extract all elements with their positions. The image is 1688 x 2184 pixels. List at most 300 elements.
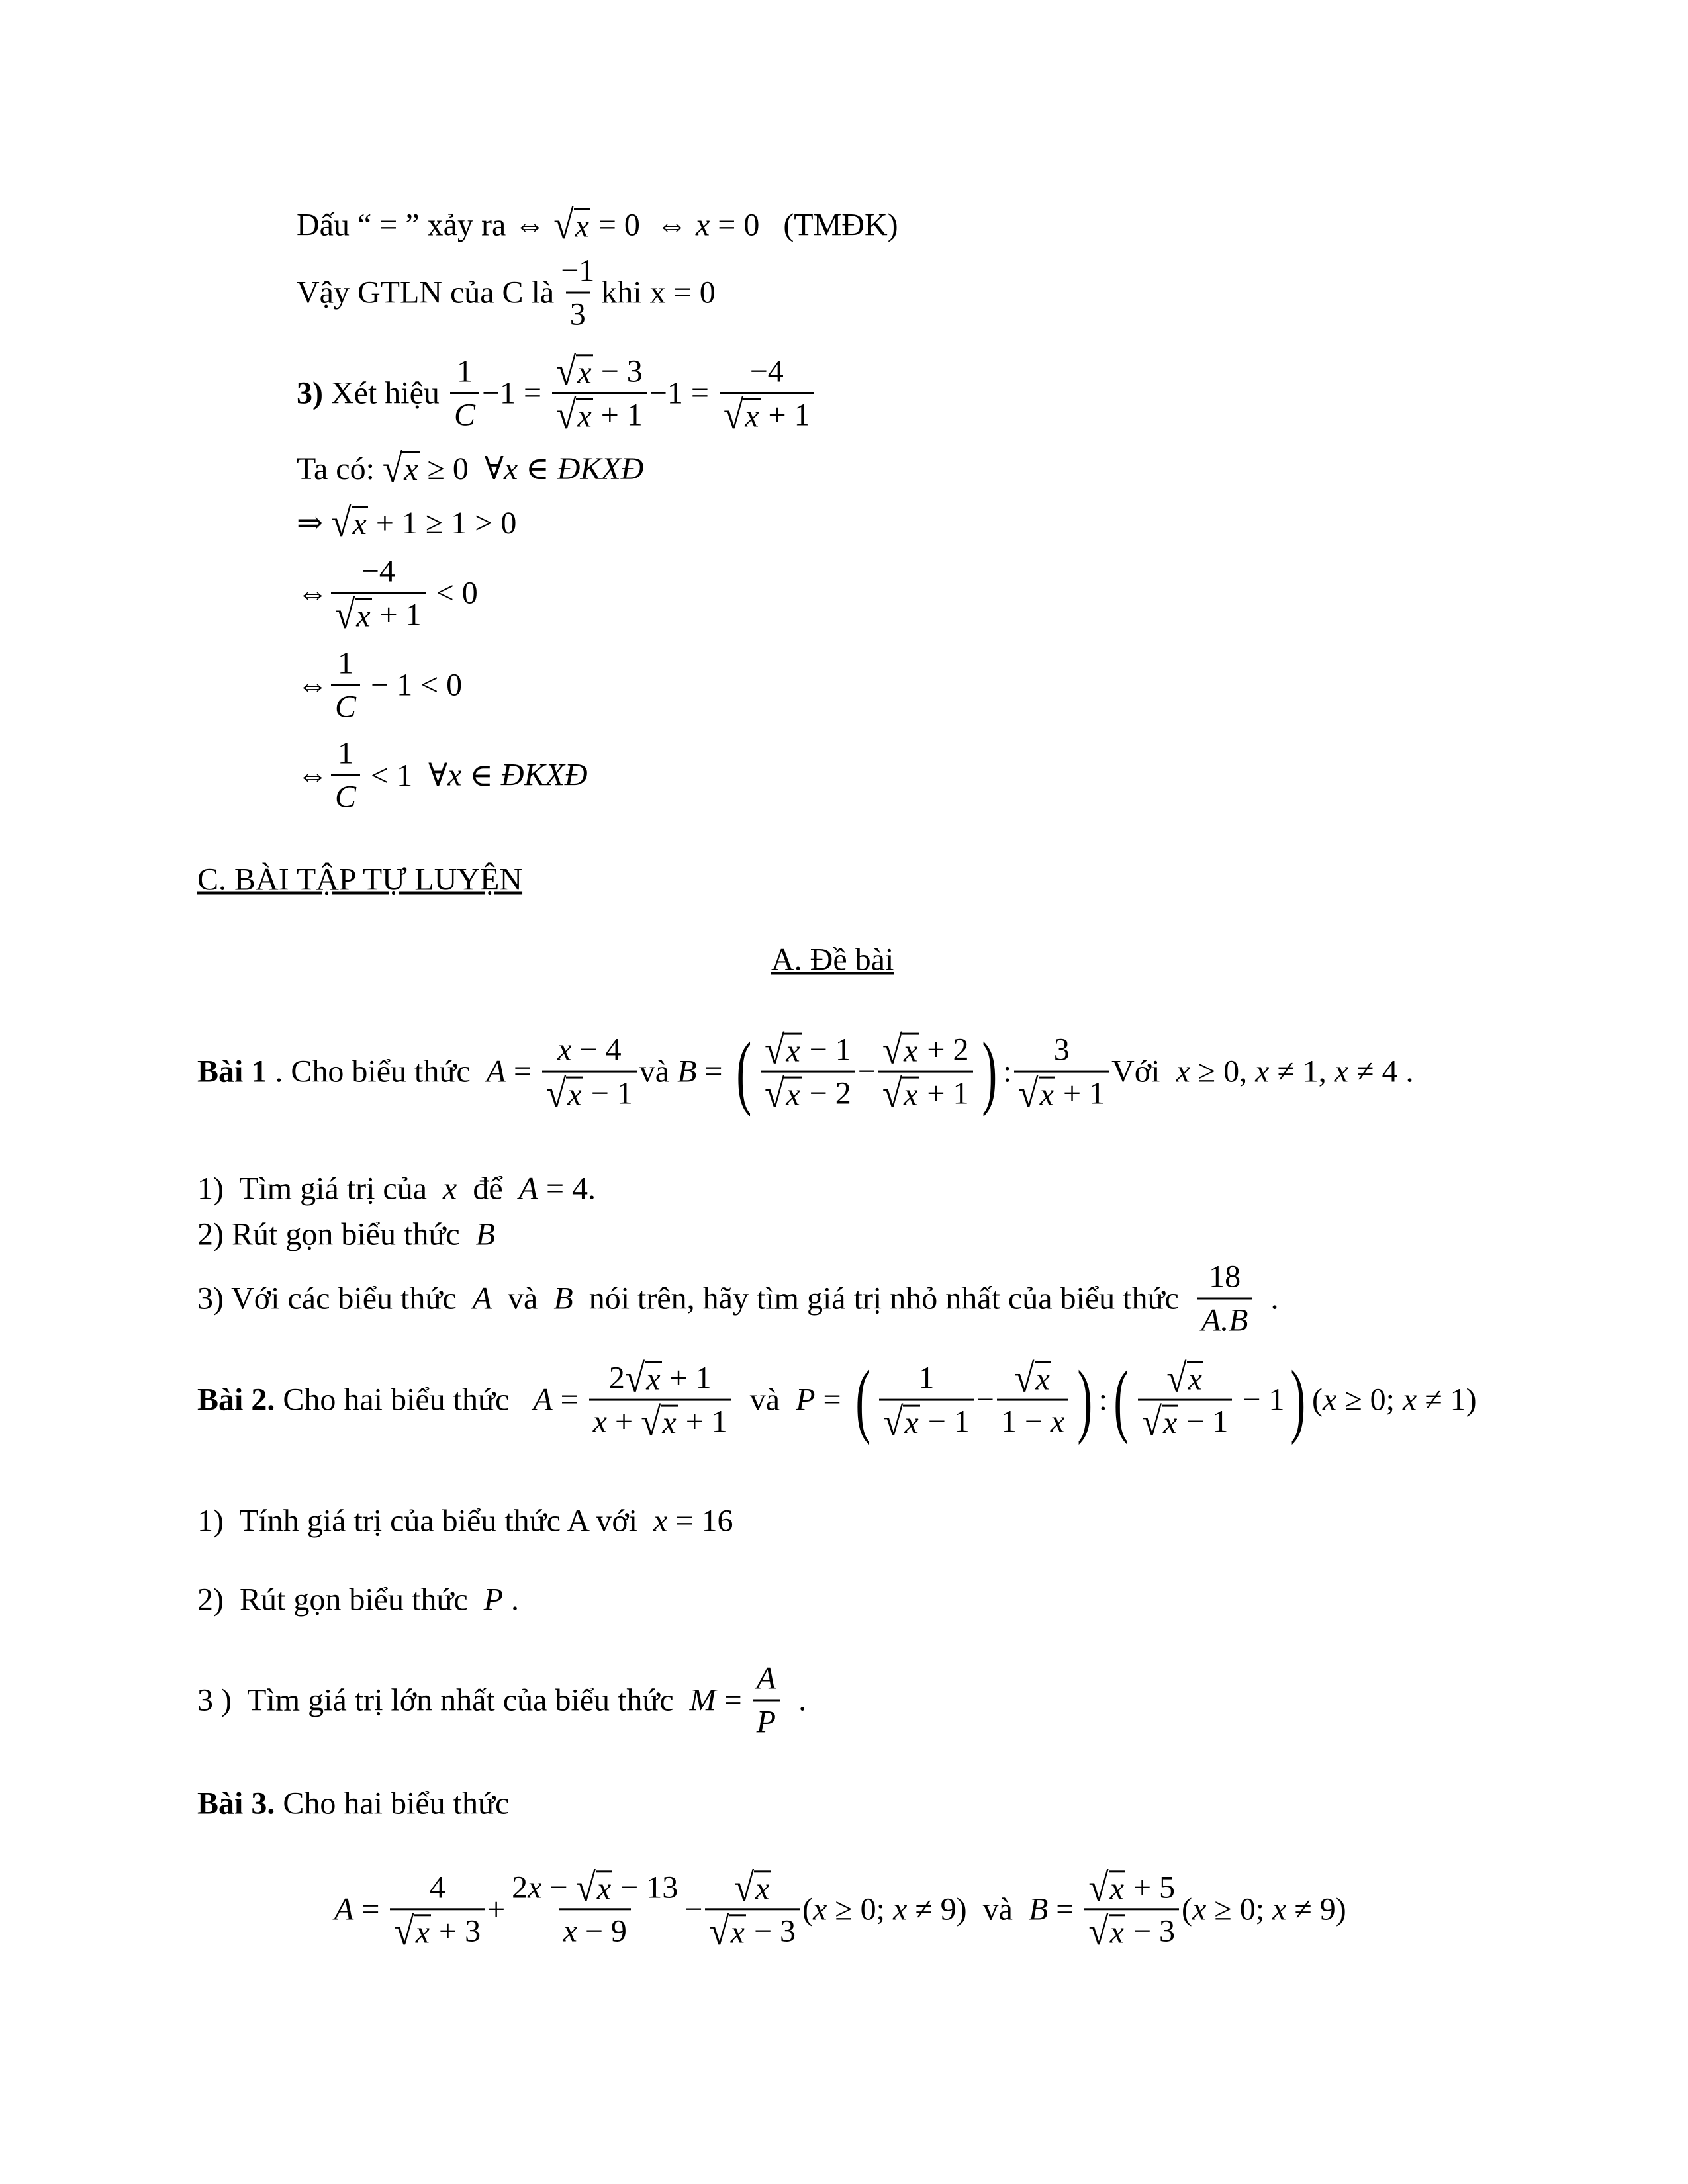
- fraction: [1014, 1031, 1109, 1116]
- equivalence-line-3: [297, 735, 588, 815]
- text-run: + 1: [592, 397, 643, 433]
- text-run: ⇔: [297, 757, 328, 793]
- radical-sign: √: [1141, 1399, 1162, 1444]
- square-root: [1088, 1865, 1125, 1910]
- parenthesized-group: [1107, 1353, 1312, 1445]
- math-variable: A: [756, 1661, 776, 1696]
- math-variable: x: [443, 1171, 457, 1206]
- text-run: Với: [1111, 1054, 1176, 1089]
- text-run: và: [733, 1382, 796, 1418]
- numerator: [878, 1027, 973, 1072]
- part3-difference-line: [297, 349, 817, 437]
- radicand: [1109, 1870, 1125, 1905]
- text-run: :: [1098, 1382, 1108, 1418]
- fraction: [331, 735, 360, 815]
- math-variable: A: [486, 1054, 506, 1089]
- math-variable: x: [786, 1077, 800, 1113]
- text-run: 3: [569, 296, 586, 332]
- numerator: [730, 1865, 775, 1910]
- text-run: Dấu “ = ” xảy ra ⇔: [297, 207, 554, 243]
- fraction: [508, 1865, 682, 1949]
- text-run: (: [1182, 1891, 1193, 1927]
- numerator: [553, 1031, 625, 1070]
- exercise-2-question-3: [197, 1661, 806, 1741]
- section-heading: [197, 862, 522, 898]
- radical-sign: √: [1088, 1909, 1109, 1954]
- math-variable: x: [577, 398, 592, 434]
- radical-sign: √: [335, 592, 355, 637]
- square-root: [1141, 1399, 1179, 1444]
- math-variable: C: [335, 779, 357, 815]
- text-run: + 3: [431, 1913, 481, 1949]
- math-variable: B: [553, 1281, 573, 1316]
- text-run: = 0 ⇔: [590, 207, 696, 243]
- radicand: [414, 1914, 431, 1949]
- denominator: [1138, 1398, 1233, 1444]
- exercise-1-question-1: [197, 1171, 596, 1207]
- math-variable: B: [677, 1054, 697, 1089]
- text-run: 1 −: [1000, 1404, 1051, 1439]
- text-run: nói trên, hãy tìm giá trị nhỏ nhất của biểu thức: [573, 1281, 1195, 1316]
- denominator: [566, 292, 590, 333]
- text-run: + 5: [1125, 1870, 1176, 1905]
- exercise-2-question-2: [197, 1582, 519, 1618]
- text-run: + 2: [919, 1032, 969, 1068]
- math-variable: x: [646, 1361, 661, 1397]
- text-run: để: [457, 1171, 519, 1206]
- radicand: [1162, 1404, 1178, 1439]
- radicand: [1035, 1361, 1051, 1396]
- square-root: [335, 592, 372, 637]
- numerator: [1084, 1865, 1179, 1910]
- radicand: [903, 1404, 919, 1439]
- parenthesized-group: [849, 1353, 1099, 1445]
- text-run: =: [716, 1682, 750, 1718]
- numerator: [334, 735, 357, 774]
- radical-sign: √: [882, 1027, 903, 1072]
- fraction: [450, 353, 479, 433]
- denominator: [589, 1398, 731, 1444]
- square-root: [765, 1071, 802, 1116]
- square-root: [883, 1399, 920, 1444]
- denominator: [761, 1070, 855, 1116]
- exercise-1-question-2: [197, 1216, 495, 1253]
- text-run: (: [802, 1891, 813, 1927]
- fraction: [390, 1869, 485, 1954]
- square-root: [556, 392, 593, 437]
- text-run: + 1: [677, 1404, 727, 1439]
- math-variable: x: [893, 1891, 908, 1927]
- square-root: [1018, 1071, 1055, 1116]
- math-variable: x: [404, 452, 418, 488]
- text-run: −: [541, 1870, 576, 1905]
- numerator: [508, 1865, 682, 1910]
- fraction: [705, 1865, 800, 1954]
- text-run: 1: [338, 645, 353, 681]
- math-variable: x: [755, 1871, 770, 1907]
- text-run: ∈: [518, 451, 557, 486]
- math-variable: x: [1035, 1361, 1050, 1397]
- text-run: 18: [1209, 1259, 1241, 1295]
- fraction: [542, 1031, 637, 1116]
- radicand: [402, 451, 419, 486]
- radicand: [566, 1076, 583, 1111]
- text-run: =: [815, 1382, 849, 1418]
- radical-sign: √: [556, 349, 577, 394]
- exercise-2-question-1: [197, 1503, 733, 1539]
- radicand: [352, 506, 368, 541]
- radicand: [784, 1076, 801, 1111]
- text-run: + 1 ≥ 1 > 0: [367, 505, 517, 541]
- radicand: [355, 598, 371, 633]
- denominator: [552, 392, 647, 437]
- radical-sign: √: [575, 1865, 596, 1910]
- radical-sign: √: [723, 392, 744, 437]
- text-run: −1: [561, 253, 595, 289]
- square-root: [382, 446, 420, 491]
- text-run: 3 ) Tìm giá trị lớn nhất của biểu thức: [197, 1682, 690, 1718]
- text-run: 2: [512, 1870, 528, 1905]
- math-variable: x: [596, 1871, 612, 1907]
- text-run: .: [502, 1582, 519, 1617]
- text-run: 1) Tính giá trị của biểu thức A với: [197, 1503, 654, 1539]
- text-run: =: [552, 1382, 586, 1418]
- numerator: [453, 353, 477, 392]
- equality-condition-line: [297, 203, 898, 248]
- math-variable: x: [1403, 1382, 1417, 1418]
- fraction: [761, 1027, 855, 1116]
- radical-sign: √: [1018, 1071, 1039, 1116]
- text-run: ≥ 0;: [1336, 1382, 1403, 1418]
- left-paren: (: [1113, 1353, 1129, 1445]
- radical-sign: √: [382, 446, 403, 491]
- text-run: ∈: [461, 758, 501, 793]
- math-variable: x: [447, 757, 462, 793]
- text-run: + 1: [371, 597, 422, 633]
- math-variable: x: [1109, 1871, 1124, 1907]
- denominator: [705, 1909, 800, 1954]
- radical-sign: √: [624, 1355, 645, 1400]
- text-run: − 3: [1125, 1913, 1176, 1949]
- text-run: ⇔: [297, 667, 328, 703]
- text-run: 1: [456, 353, 473, 389]
- math-variable: P: [756, 1704, 776, 1740]
- text-run: − 4: [571, 1032, 622, 1068]
- right-paren: ): [1077, 1353, 1093, 1445]
- denominator: [450, 392, 479, 433]
- denominator: [331, 684, 360, 725]
- radical-sign: √: [641, 1399, 661, 1444]
- math-variable: x: [563, 1913, 577, 1949]
- text-run: 2) Rút gọn biểu thức: [197, 1582, 484, 1617]
- radical-sign: √: [765, 1071, 785, 1116]
- radical-sign: √: [765, 1027, 785, 1072]
- denominator: [720, 392, 814, 437]
- fraction: [1138, 1355, 1233, 1444]
- radicand: [1187, 1361, 1203, 1396]
- radical-sign: √: [882, 1071, 903, 1116]
- fraction: [557, 253, 598, 333]
- square-root: [733, 1865, 771, 1910]
- radicand: [574, 208, 590, 243]
- text-run: 4: [429, 1870, 445, 1905]
- text-run: và: [492, 1281, 554, 1316]
- text-run: 1: [338, 735, 353, 771]
- denominator: [1197, 1298, 1252, 1339]
- numerator: [746, 353, 788, 392]
- text-run: − 13: [612, 1870, 679, 1905]
- fraction: [997, 1355, 1068, 1439]
- bold-label: Bài 1: [197, 1054, 267, 1089]
- square-root: [331, 500, 368, 545]
- denominator: [559, 1909, 631, 1950]
- numerator: [605, 1355, 716, 1400]
- text-run: +: [607, 1404, 641, 1439]
- numerator: [426, 1869, 449, 1908]
- text-run: ≥ 0;: [1206, 1891, 1273, 1927]
- text-run: + 1: [760, 397, 810, 433]
- text-run: −4: [361, 553, 395, 589]
- text-run: 2: [608, 1360, 625, 1396]
- math-variable: x: [662, 1405, 677, 1441]
- math-variable: B: [1028, 1891, 1049, 1927]
- math-variable: x: [786, 1033, 800, 1069]
- math-variable: P: [796, 1382, 816, 1418]
- text-run: < 0: [428, 575, 478, 611]
- radical-sign: √: [546, 1071, 567, 1116]
- text-run: ≥ 0,: [1190, 1054, 1256, 1089]
- radicand: [902, 1076, 919, 1111]
- equivalence-line-2: [297, 645, 462, 725]
- text-run: −: [684, 1891, 703, 1927]
- max-value-conclusion-line: [297, 253, 716, 333]
- text-run: khi x = 0: [601, 275, 716, 310]
- text-run: − 1 < 0: [363, 667, 463, 703]
- math-variable: x: [352, 506, 367, 542]
- denominator: [753, 1700, 780, 1741]
- math-variable: x: [904, 1405, 919, 1441]
- radical-sign: √: [733, 1865, 755, 1910]
- math-variable: x: [745, 398, 759, 434]
- text-run: Cho hai biểu thức: [275, 1382, 534, 1418]
- radical-sign: √: [556, 392, 577, 437]
- square-root: [575, 1865, 613, 1910]
- math-variable: x: [592, 1404, 608, 1439]
- text-run: và: [639, 1054, 678, 1089]
- text-run: −: [976, 1382, 994, 1418]
- math-variable: x: [1255, 1054, 1270, 1089]
- text-run: A. Đề bài: [771, 942, 894, 978]
- text-run: C. BÀI TẬP TỰ LUYỆN: [197, 862, 523, 897]
- numerator: [557, 253, 598, 292]
- radicand: [743, 398, 760, 433]
- math-variable: x: [1188, 1361, 1202, 1397]
- text-run: − 1: [919, 1404, 970, 1439]
- math-variable: A: [533, 1382, 553, 1418]
- text-run: 1: [918, 1360, 935, 1396]
- math-variable: x: [904, 1077, 918, 1113]
- radicand: [596, 1870, 612, 1905]
- numerator: [552, 349, 647, 394]
- text-run: +: [487, 1891, 506, 1927]
- text-run: (: [1312, 1382, 1323, 1418]
- math-variable: x: [813, 1891, 827, 1927]
- radical-sign: √: [709, 1909, 729, 1954]
- text-run: ≠ 4 .: [1348, 1054, 1414, 1089]
- text-run: < 1 ∀: [363, 758, 448, 793]
- fraction: [331, 645, 360, 725]
- square-root: [709, 1909, 746, 1954]
- math-variable: x: [567, 1077, 582, 1113]
- text-run: :: [1003, 1054, 1012, 1089]
- math-variable: x: [415, 1915, 430, 1950]
- math-variable: x: [1039, 1077, 1055, 1113]
- text-run: − 3: [592, 353, 643, 389]
- text-run: .: [782, 1682, 807, 1718]
- radicand: [1109, 1914, 1125, 1949]
- square-root: [556, 349, 593, 394]
- math-variable: P: [483, 1582, 503, 1617]
- denominator: [1084, 1909, 1179, 1954]
- numerator: [761, 1027, 855, 1072]
- square-root: [624, 1355, 662, 1400]
- math-variable: x: [557, 1032, 572, 1068]
- parenthesized-group: [730, 1025, 1003, 1117]
- right-paren: ): [981, 1025, 997, 1117]
- math-variable: x: [503, 451, 518, 486]
- radicand: [729, 1914, 746, 1949]
- radicand: [576, 354, 592, 389]
- numerator: [753, 1661, 780, 1700]
- text-run: = 4.: [538, 1171, 596, 1206]
- radical-sign: √: [331, 500, 352, 545]
- text-run: Cho hai biểu thức: [275, 1786, 510, 1821]
- text-run: −1 =: [481, 375, 550, 411]
- denominator: [997, 1399, 1068, 1440]
- numerator: [1010, 1355, 1055, 1400]
- radicand: [754, 1870, 771, 1905]
- denominator: [1014, 1070, 1109, 1116]
- bold-label: Bài 2.: [197, 1382, 275, 1418]
- text-run: Xét hiệu: [322, 375, 447, 411]
- denominator: [878, 1070, 973, 1116]
- equivalence-line-1: [297, 553, 478, 637]
- text-run: 2) Rút gọn biểu thức: [197, 1216, 476, 1252]
- text-run: −4: [749, 353, 784, 389]
- denominator: [879, 1398, 974, 1444]
- exercise-3-expressions: [334, 1865, 1346, 1954]
- math-variable: x: [1334, 1054, 1349, 1089]
- math-variable: B: [475, 1216, 495, 1252]
- math-variable: x: [1050, 1404, 1065, 1439]
- exercise-1-question-3: [197, 1259, 1278, 1339]
- radicand: [784, 1032, 801, 1068]
- fraction: [878, 1027, 973, 1116]
- math-variable: x: [730, 1915, 745, 1950]
- math-variable: x: [528, 1870, 542, 1905]
- text-run: ≥ 0 ∀: [419, 451, 504, 486]
- square-root: [1088, 1909, 1125, 1954]
- square-root: [882, 1027, 919, 1072]
- radicand: [902, 1032, 919, 1068]
- math-variable: M: [689, 1682, 716, 1718]
- fraction: [753, 1661, 780, 1741]
- radicand: [1039, 1076, 1055, 1111]
- math-variable: A.B: [1201, 1302, 1248, 1338]
- text-run: − 3: [745, 1913, 796, 1949]
- text-run: − 1: [1178, 1404, 1229, 1439]
- math-variable: x: [575, 208, 589, 244]
- math-variable: x: [1323, 1382, 1337, 1418]
- radical-sign: √: [394, 1909, 414, 1954]
- math-variable: x: [1192, 1891, 1207, 1927]
- math-variable: A: [518, 1171, 538, 1206]
- math-variable: x: [653, 1503, 668, 1539]
- text-run: ≠ 9): [1286, 1891, 1346, 1927]
- exercise-3-statement: [197, 1786, 509, 1822]
- math-variable: A: [334, 1891, 354, 1927]
- text-run: ≥ 0;: [827, 1891, 893, 1927]
- math-variable: x: [577, 355, 592, 390]
- text-run: =: [1048, 1891, 1082, 1927]
- exercise-1-statement: [197, 1025, 1414, 1117]
- square-root: [1166, 1355, 1203, 1400]
- square-root: [1014, 1355, 1051, 1400]
- radical-sign: √: [883, 1399, 904, 1444]
- math-variable: C: [453, 397, 475, 433]
- exercise-2-statement: [197, 1353, 1477, 1445]
- math-variable: x: [1272, 1891, 1287, 1927]
- radicand: [576, 398, 592, 433]
- math-variable: x: [695, 207, 710, 243]
- text-run: =: [353, 1891, 388, 1927]
- text-run: ⇒: [297, 506, 332, 541]
- text-run: −: [857, 1054, 876, 1089]
- implication-line: [297, 500, 517, 545]
- square-root: [546, 1071, 583, 1116]
- fraction: [720, 353, 814, 437]
- sqrt-nonnegative-line: [297, 446, 644, 491]
- math-variable: x: [1176, 1054, 1190, 1089]
- denominator: [542, 1070, 637, 1116]
- text-run: − 9: [577, 1913, 627, 1949]
- text-run: 3: [1053, 1032, 1070, 1068]
- radicand: [661, 1404, 677, 1439]
- square-root: [765, 1027, 802, 1072]
- bold-label: 3): [297, 375, 323, 411]
- math-variable: x: [1109, 1915, 1124, 1950]
- text-run: − 1: [1235, 1382, 1285, 1418]
- numerator: [1162, 1355, 1207, 1400]
- text-run: Ta có:: [297, 451, 383, 486]
- fraction: [331, 553, 426, 637]
- denominator: [331, 592, 426, 637]
- numerator: [334, 645, 357, 684]
- text-run: − 1: [583, 1075, 633, 1111]
- text-run: − 1: [801, 1032, 851, 1068]
- text-run: 1) Tìm giá trị của: [197, 1171, 444, 1206]
- text-run: ≠ 1): [1417, 1382, 1477, 1418]
- math-variable: x: [356, 598, 371, 634]
- square-root: [394, 1909, 431, 1954]
- text-run: −1 =: [649, 375, 717, 411]
- text-run: ≠ 9) và: [907, 1891, 1029, 1927]
- text-run: + 1: [1055, 1075, 1105, 1111]
- bold-label: Bài 3.: [197, 1786, 275, 1821]
- fraction: [1084, 1865, 1179, 1954]
- radicand: [645, 1361, 661, 1396]
- math-variable: ĐKXĐ: [500, 757, 588, 793]
